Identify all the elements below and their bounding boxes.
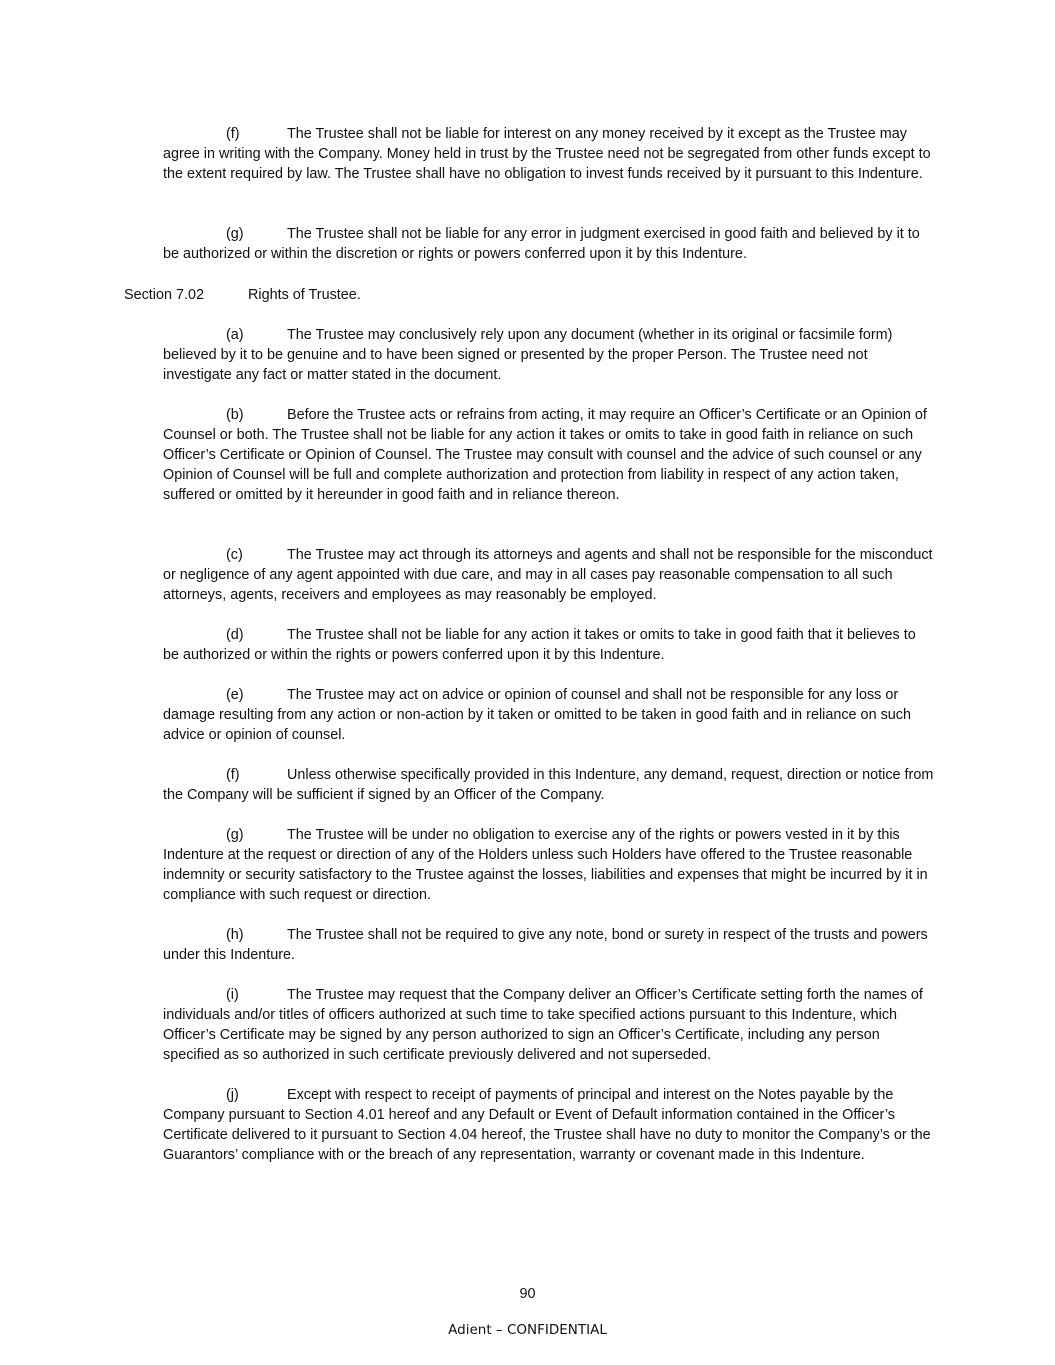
paragraph-text: Before the Trustee acts or refrains from acting, it may require an Officer’s Certificate or an Opinion of Counsel or both. The Trustee shall not be liable for any action it takes or omits to take in good faith in reliance on such Officer’s Certificate or Opinion of Counsel. The Trustee may consult with counsel and the advice of such counsel or any Opinion of Counsel will be full and complete authorization and protection from liability in respect of any action taken, suffered or omitted by it hereunder in good faith and in reliance thereon.	[163, 407, 927, 503]
paragraph-label: (d)	[226, 627, 244, 643]
section-title: Rights of Trustee.	[248, 287, 361, 303]
paragraph-text: The Trustee may act on advice or opinion of counsel and shall not be responsible for any loss or damage resulting from any action or non-action by it taken or omitted to be taken in good faith and in reliance on such advice or opinion of counsel.	[163, 687, 911, 743]
paragraph-label: (g)	[226, 226, 244, 242]
section-number: Section 7.02	[124, 287, 205, 303]
paragraph-7-02-b	[163, 405, 935, 505]
page-number: 90	[519, 1286, 536, 1302]
paragraph-label: (b)	[226, 407, 244, 423]
paragraph-7-02-f	[163, 765, 935, 805]
paragraph-text: Unless otherwise specifically provided in this Indenture, any demand, request, direction or notice from the Company will be sufficient if signed by an Officer of the Company.	[163, 767, 934, 803]
paragraph-label: (a)	[226, 327, 244, 343]
section-heading	[124, 285, 361, 305]
paragraph-text: The Trustee may act through its attorneys and agents and shall not be responsible for the misconduct or negligence of any agent appointed with due care, and may in all cases pay reasonable compensation to all such attorneys, agents, receivers and employees as may reasonably be employed.	[163, 547, 933, 603]
paragraph-label: (h)	[226, 927, 244, 943]
paragraph-label: (f)	[226, 126, 240, 142]
footer-confidential: Adient – CONFIDENTIAL	[448, 1322, 607, 1338]
paragraph-7-02-a	[163, 325, 935, 385]
paragraph-label: (f)	[226, 767, 240, 783]
paragraph-7-02-d	[163, 625, 935, 665]
paragraph-text: The Trustee shall not be liable for interest on any money received by it except as the Trustee may agree in writing with the Company. Money held in trust by the Trustee need not be segregated from other funds except to the extent required by law. The Trustee shall have no obligation to invest funds received by it pursuant to this Indenture.	[163, 126, 931, 182]
paragraph-text: The Trustee shall not be required to give any note, bond or surety in respect of the trusts and powers under this Indenture.	[163, 927, 928, 963]
paragraph-7-02-e	[163, 685, 935, 745]
paragraph-7-01-g	[163, 224, 935, 264]
paragraph-7-02-i	[163, 985, 935, 1065]
paragraph-label: (i)	[226, 987, 239, 1003]
paragraph-text: The Trustee shall not be liable for any action it takes or omits to take in good faith that it believes to be authorized or within the rights or powers conferred upon it by this Indenture.	[163, 627, 916, 663]
paragraph-text: The Trustee shall not be liable for any error in judgment exercised in good faith and believed by it to be authorized or within the discretion or rights or powers conferred upon it by this Indenture.	[163, 226, 920, 262]
paragraph-7-02-g	[163, 825, 935, 905]
paragraph-label: (e)	[226, 687, 244, 703]
paragraph-label: (c)	[226, 547, 243, 563]
paragraph-7-01-f	[163, 124, 935, 184]
paragraph-text: The Trustee may conclusively rely upon any document (whether in its original or facsimile form) believed by it to be genuine and to have been signed or presented by the proper Person. The Trustee need not investigate any fact or matter stated in the document.	[163, 327, 893, 383]
paragraph-7-02-h	[163, 925, 935, 965]
paragraph-7-02-j	[163, 1085, 935, 1165]
paragraph-text: The Trustee will be under no obligation to exercise any of the rights or powers vested in it by this Indenture at the request or direction of any of the Holders unless such Holders have offered to the Trustee reasonable indemnity or security satisfactory to the Trustee against the losses, liabilities and expenses that might be incurred by it in compliance with such request or direction.	[163, 827, 928, 903]
paragraph-label: (j)	[226, 1087, 239, 1103]
paragraph-text: Except with respect to receipt of payments of principal and interest on the Notes payable by the Company pursuant to Section 4.01 hereof and any Default or Event of Default information contained in the Officer’s Certificate delivered to it pursuant to Section 4.04 hereof, the Trustee shall have no duty to monitor the Company’s or the Guarantors’ compliance with or the breach of any representation, warranty or covenant made in this Indenture.	[163, 1087, 931, 1163]
paragraph-label: (g)	[226, 827, 244, 843]
paragraph-7-02-c	[163, 545, 935, 605]
paragraph-text: The Trustee may request that the Company deliver an Officer’s Certificate setting forth the names of individuals and/or titles of officers authorized at such time to take specified actions pursuant to this Indenture, which Officer’s Certificate may be signed by any person authorized to sign an Officer’s Certificate, including any person specified as so authorized in such certificate previously delivered and not superseded.	[163, 987, 923, 1063]
